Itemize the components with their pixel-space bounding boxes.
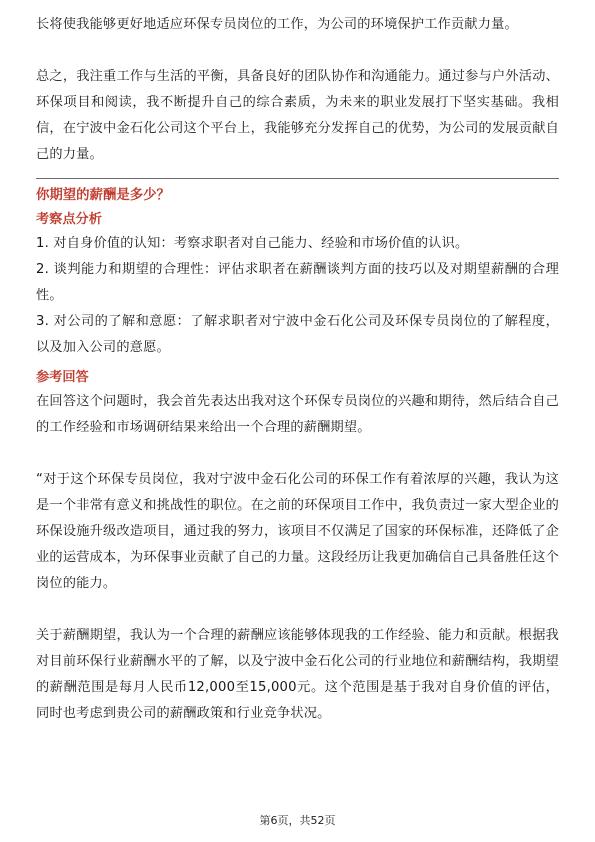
section-divider (36, 178, 559, 179)
summary-paragraph: 总之，我注重工作与生活的平衡，具备良好的团队协作和沟通能力。通过参与户外活动、环保项目和阅读，我不断提升自己的综合素质，为未来的职业发展打下坚实基础。我相信，在宁波中金石化公司这个平台上，我能够充分发挥自己的优势，为公司的发展贡献自己的力量。 (36, 69, 559, 162)
page-number: 第6页，共52页 (259, 814, 336, 827)
question-title: 你期望的薪酬是多少？ (36, 188, 170, 203)
reference-paragraph: 在回答这个问题时，我会首先表达出我对这个环保专员岗位的兴趣和期待，然后结合自己的工作经验和市场调研结果来给出一个合理的薪酬期望。 (36, 394, 559, 435)
analysis-item: 3. 对公司的了解和意愿：了解求职者对宁波中金石化公司及环保专员岗位的了解程度，以及加入公司的意愿。 (36, 314, 559, 355)
document-page (36, 12, 559, 727)
analysis-item: 1. 对自身价值的认知：考察求职者对自己能力、经验和市场价值的认识。 (36, 236, 469, 251)
reference-paragraph: 关于薪酬期望，我认为一个合理的薪酬应该能够体现我的工作经验、能力和贡献。根据我对目前环保行业薪酬水平的了解，以及宁波中金石化公司的行业地位和薪酬结构，我期望的薪酬范围是每月人民币12,000至15,000元。这个范围是基于我对自身价值的评估，同时也考虑到贵公司的薪酬政策和行业竞争状况。 (36, 628, 559, 721)
lead-paragraph: 长将使我能够更好地适应环保专员岗位的工作，为公司的环境保护工作贡献力量。 (36, 17, 518, 32)
paragraph-gap (36, 38, 559, 64)
paragraph-gap (36, 597, 559, 623)
analysis-item: 2. 谈判能力和期望的合理性：评估求职者在薪酬谈判方面的技巧以及对期望薪酬的合理性。 (36, 262, 559, 303)
reference-paragraph: “对于这个环保专员岗位，我对宁波中金石化公司的环保工作有着浓厚的兴趣，我认为这是一个非常有意义和挑战性的职位。在之前的环保项目工作中，我负责过一家大型企业的环保设施升级改造项目，通过我的努力，该项目不仅满足了国家的环保标准，还降低了企业的运营成本，为环保事业贡献了自己的力量。这段经历让我更加确信自己具备胜任这个岗位的能力。 (36, 472, 559, 591)
paragraph-gap (36, 441, 559, 467)
reference-heading: 参考回答 (36, 370, 89, 385)
analysis-heading: 考察点分析 (36, 212, 102, 227)
